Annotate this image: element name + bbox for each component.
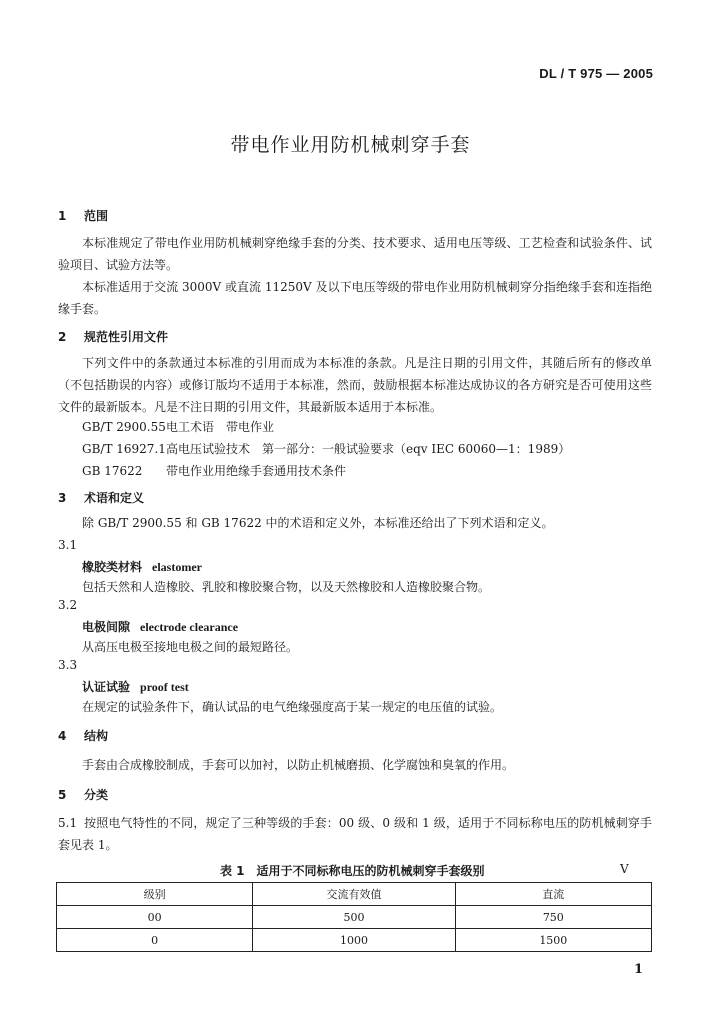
- table-caption-text: 适用于不同标称电压的防机械刺穿手套级别: [256, 864, 485, 878]
- section-title: 范围: [84, 209, 109, 223]
- table-row: [57, 929, 652, 952]
- section-1-paragraph-1: 本标准规定了带电作业用防机械刺穿绝缘手套的分类、技术要求、适用电压等级、工艺检查和试验条件、试验项目、试验方法等。: [58, 236, 652, 272]
- section-number: 5: [58, 788, 67, 802]
- reference-title: 电工术语 带电作业: [166, 420, 275, 434]
- reference-title: 带电作业用绝缘手套通用技术条件: [166, 464, 347, 478]
- table-cell: 500: [253, 906, 455, 929]
- section-number: 2: [58, 330, 67, 344]
- table-label: 表 1: [220, 864, 245, 878]
- term-en: proof test: [140, 680, 189, 694]
- column-header: 交流有效值: [253, 883, 455, 906]
- term-zh: 橡胶类材料: [82, 560, 143, 574]
- table-cell: 1500: [455, 929, 651, 952]
- section-title: 结构: [84, 729, 109, 743]
- section-1-paragraph-2: 本标准适用于交流 3000V 或直流 11250V 及以下电压等级的带电作业用防机械刺穿分指绝缘手套和连指绝缘手套。: [58, 280, 652, 316]
- column-header: 直流: [455, 883, 651, 906]
- term-en: elastomer: [152, 560, 202, 574]
- section-4-heading: [58, 727, 108, 744]
- term-heading: [82, 558, 202, 575]
- term-number: 3.1: [58, 538, 78, 552]
- section-5-paragraph-1: [58, 812, 652, 856]
- term-number: 3.2: [58, 598, 78, 612]
- term-definition: 在规定的试验条件下，确认试品的电气绝缘强度高于某一规定的电压值的试验。: [82, 700, 503, 714]
- term-en: electrode clearance: [140, 620, 239, 634]
- term-definition: 从高压电极至接地电极之间的最短路径。: [82, 640, 299, 654]
- column-header: 级别: [57, 883, 253, 906]
- reference-item: [82, 462, 346, 479]
- term-zh: 电极间隙: [82, 620, 131, 634]
- section-3-heading: [58, 489, 144, 506]
- section-5-heading: [58, 786, 108, 803]
- section-1-heading: [58, 207, 108, 224]
- standard-code: DL / T 975 — 2005: [539, 66, 653, 81]
- table-cell: 00: [57, 906, 253, 929]
- section-title: 规范性引用文件: [84, 330, 169, 344]
- term-number: 3.3: [58, 658, 78, 672]
- table-header-row: [57, 883, 652, 906]
- section-3-intro: 除 GB/T 2900.55 和 GB 17622 中的术语和定义外，本标准还给出了下列术语和定义。: [82, 516, 554, 530]
- section-title: 术语和定义: [84, 491, 145, 505]
- reference-code: GB/T 16927.1: [82, 442, 166, 456]
- section-number: 4: [58, 729, 67, 743]
- section-2-heading: [58, 328, 168, 345]
- section-title: 分类: [84, 788, 109, 802]
- term-heading: [82, 618, 238, 635]
- table-cell: 1000: [253, 929, 455, 952]
- reference-title: 高电压试验技术 第一部分：一般试验要求（eqv IEC 60060—1：1989）: [166, 442, 571, 456]
- section-number: 3: [58, 491, 67, 505]
- reference-item: [82, 418, 274, 435]
- table-cell: 0: [57, 929, 253, 952]
- clause-text: 按照电气特性的不同，规定了三种等级的手套：00 级、0 级和 1 级，适用于不同标称电压的防机械刺穿手套见表 1。: [58, 816, 652, 852]
- term-zh: 认证试验: [82, 680, 131, 694]
- term-heading: [82, 678, 189, 695]
- grade-table: [56, 882, 652, 952]
- table-cell: 750: [455, 906, 651, 929]
- reference-code: GB 17622: [82, 464, 143, 478]
- document-title: 带电作业用防机械刺穿手套: [230, 134, 471, 156]
- reference-code: GB/T 2900.55: [82, 420, 166, 434]
- section-2-paragraph-1: 下列文件中的条款通过本标准的引用而成为本标准的条款。凡是注日期的引用文件，其随后所有的修改单（不包括勘误的内容）或修订版均不适用于本标准，然而，鼓励根据本标准达成协议的各方研究是否可使用这些文件的最新版本。凡是不注日期的引用文件，其最新版本适用于本标准。: [58, 356, 652, 414]
- term-definition: 包括天然和人造橡胶、乳胶和橡胶聚合物，以及天然橡胶和人造橡胶聚合物。: [82, 580, 491, 594]
- table-unit: V: [620, 862, 629, 876]
- table-row: [57, 906, 652, 929]
- section-4-paragraph-1: 手套由合成橡胶制成，手套可以加衬，以防止机械磨损、化学腐蚀和臭氧的作用。: [82, 758, 515, 772]
- section-number: 1: [58, 209, 67, 223]
- reference-item: [82, 440, 570, 457]
- table-caption: [220, 862, 485, 879]
- page-number: 1: [633, 962, 643, 977]
- clause-number: 5.1: [58, 816, 78, 830]
